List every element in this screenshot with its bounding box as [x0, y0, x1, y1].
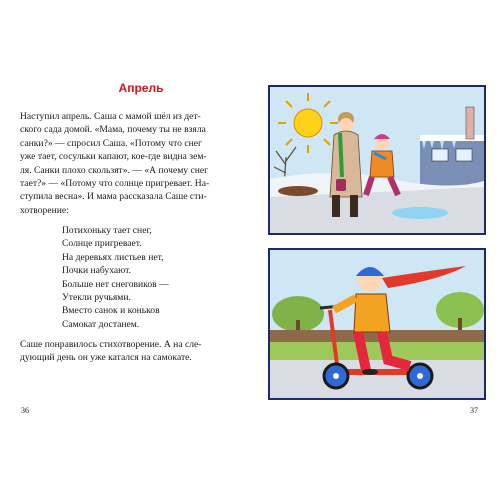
poem-line: Больше нет снеговиков — — [62, 278, 169, 290]
story-paragraph-1 — [20, 110, 250, 217]
thawed-earth — [278, 186, 318, 196]
poem-line: Вместо санок и коньков — [62, 305, 160, 317]
poem-line: Самокат достанем. — [62, 318, 140, 330]
illustration-scooter — [268, 248, 486, 400]
page-title: Апрель — [118, 81, 164, 95]
grass — [270, 342, 484, 360]
poem-line: Потихоньку тает снег, — [62, 225, 152, 236]
poem-line: Солнце пригревает. — [62, 238, 142, 250]
page-number-left: 36 — [21, 406, 29, 415]
text-line: ступила весна». И мама рассказала Саше сти- — [20, 191, 207, 203]
text-line: ля. Санки плохо скользят». — «А почему снег — [20, 164, 209, 176]
poem — [62, 224, 169, 331]
illustration-spring-walk — [268, 85, 486, 235]
scooter-drawing — [270, 250, 484, 398]
poem-line: Утекли ручьями. — [62, 292, 131, 304]
text-line: Наступил апрель. Саша с мамой шёл из дет- — [20, 111, 201, 122]
page-number-right: 37 — [470, 406, 478, 415]
text-line: ского сада домой. «Мама, почему ты не взяла — [20, 124, 206, 136]
text-line: санки?» — спросил Саша. «Потому что снег — [20, 137, 202, 149]
spring-walk-drawing — [270, 87, 484, 233]
text-line: тает?» — «Потому что солнце пригревает. На- — [20, 178, 210, 190]
puddle — [392, 207, 448, 219]
text-line: дующий день он уже катался на самокате. — [20, 352, 192, 364]
text-line: Саше понравилось стихотворение. А на сле- — [20, 339, 202, 350]
sidewalk — [270, 360, 484, 398]
text-line: уже тает, сосульки капают, кое-где видна зем- — [20, 151, 207, 163]
poem-line: На деревьях листьев нет, — [62, 251, 164, 263]
text-line: хотворение: — [20, 204, 69, 216]
poem-line: Почки набухают. — [62, 265, 132, 277]
story-paragraph-2 — [20, 338, 250, 365]
